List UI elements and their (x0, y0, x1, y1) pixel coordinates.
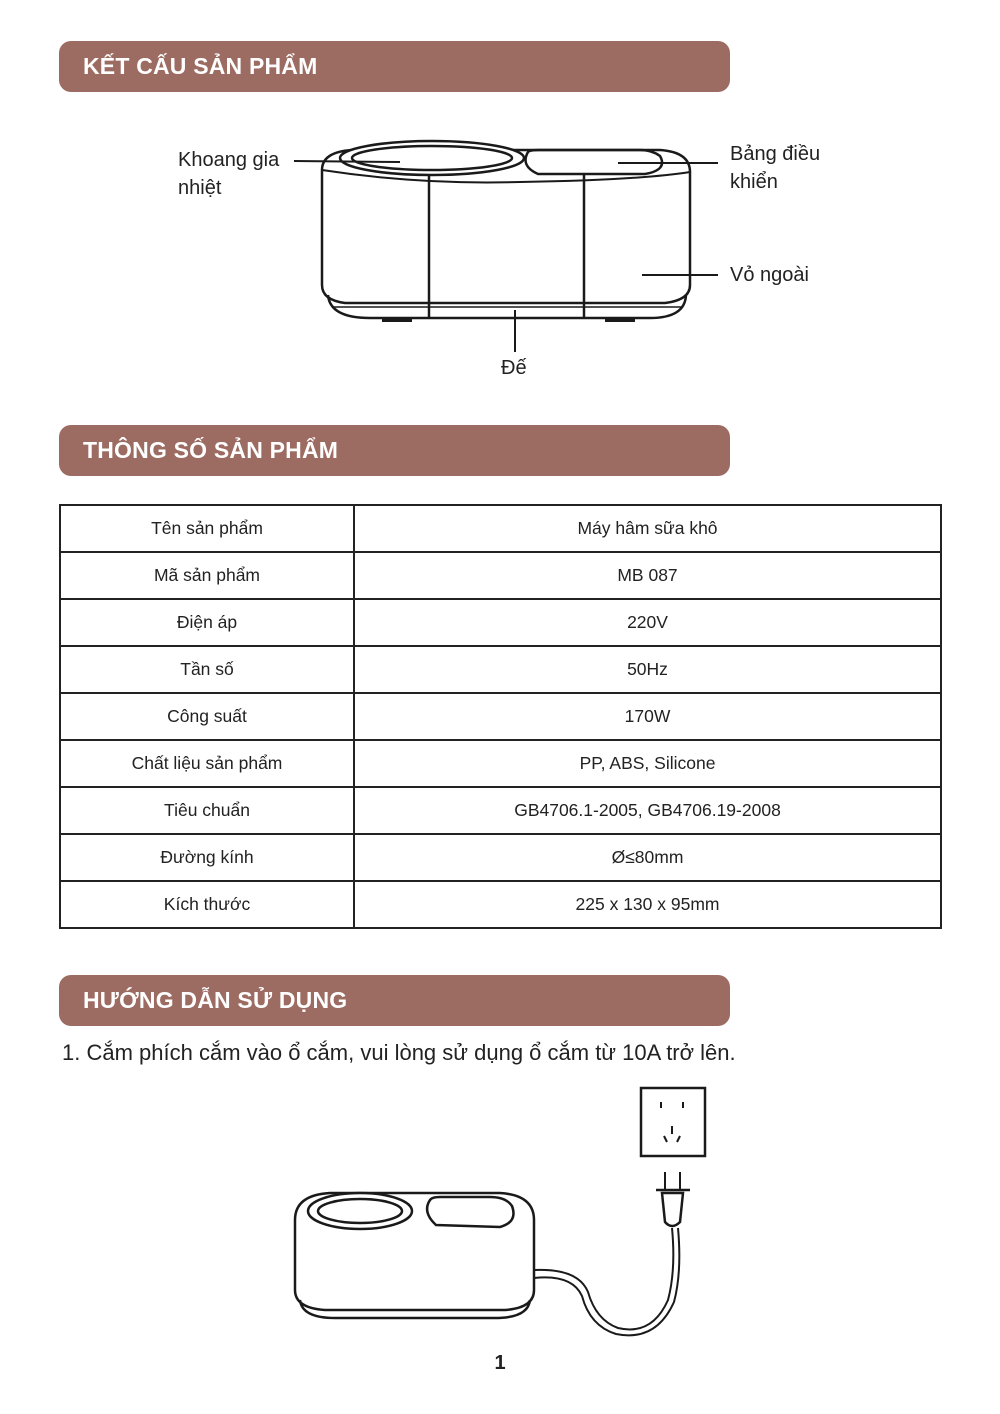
section-title-usage: HƯỚNG DẪN SỬ DỤNG (83, 987, 348, 1013)
section-header-usage (59, 975, 730, 1026)
section-header-structure (59, 41, 730, 92)
spec-key: Tần số (60, 646, 354, 693)
spec-value: Ø≤80mm (354, 834, 941, 881)
table-row (60, 599, 941, 646)
spec-value: Máy hâm sữa khô (354, 505, 941, 552)
table-row (60, 552, 941, 599)
table-row (60, 646, 941, 693)
spec-value: 225 x 130 x 95mm (354, 881, 941, 928)
spec-value: 170W (354, 693, 941, 740)
spec-value: 220V (354, 599, 941, 646)
spec-key: Mã sản phẩm (60, 552, 354, 599)
spec-key: Kích thước (60, 881, 354, 928)
spec-table (59, 504, 942, 929)
spec-key: Tiêu chuẩn (60, 787, 354, 834)
spec-key: Đường kính (60, 834, 354, 881)
spec-key: Điện áp (60, 599, 354, 646)
table-row (60, 505, 941, 552)
product-structure-diagram (0, 95, 1000, 395)
table-row (60, 693, 941, 740)
spec-value: PP, ABS, Silicone (354, 740, 941, 787)
section-header-specs (59, 425, 730, 476)
spec-value: GB4706.1-2005, GB4706.19-2008 (354, 787, 941, 834)
spec-key: Công suất (60, 693, 354, 740)
label-control-panel: Bảng điều khiển (730, 143, 821, 193)
section-title-structure: KẾT CẤU SẢN PHẨM (83, 53, 318, 79)
table-row (60, 881, 941, 928)
spec-key: Chất liệu sản phẩm (60, 740, 354, 787)
section-title-specs: THÔNG SỐ SẢN PHẨM (83, 437, 339, 463)
label-base: Đế (501, 357, 527, 379)
plug-in-illustration (0, 1080, 1000, 1350)
page-number: 1 (494, 1352, 506, 1374)
label-outer-shell: Vỏ ngoài (730, 264, 809, 286)
table-row (60, 740, 941, 787)
spec-value: MB 087 (354, 552, 941, 599)
usage-step-1: 1. Cắm phích cắm vào ổ cắm, vui lòng sử dụng ổ cắm từ 10A trở lên. (62, 1040, 736, 1065)
spec-key: Tên sản phẩm (60, 505, 354, 552)
table-row (60, 834, 941, 881)
table-row (60, 787, 941, 834)
label-heating-chamber: Khoang gia nhiệt (178, 149, 280, 199)
spec-value: 50Hz (354, 646, 941, 693)
